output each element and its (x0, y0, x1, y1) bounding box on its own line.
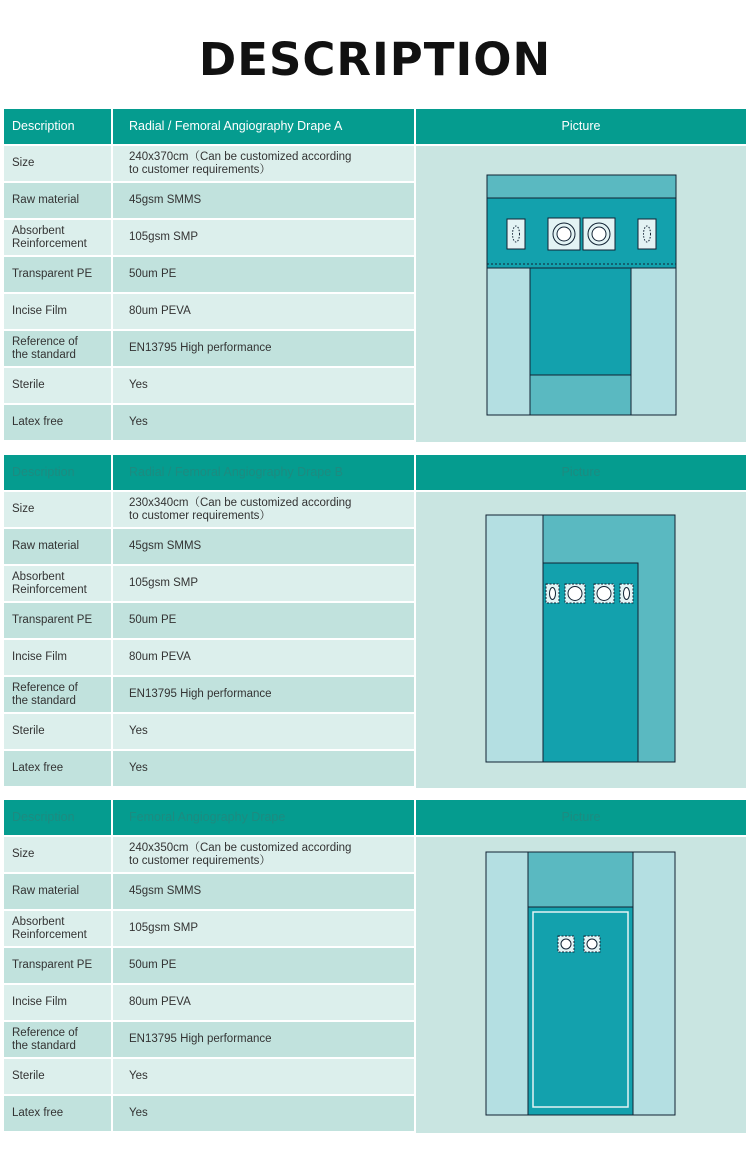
center-panel (530, 268, 631, 375)
row-value: 45gsm SMMS (113, 874, 414, 909)
femoral-angiography-drape-diagram (416, 837, 746, 1133)
header-description: Description (4, 109, 111, 144)
row-value: 230x340cm（Can be customized according to customer requirements） (113, 492, 414, 527)
row-value: 45gsm SMMS (113, 183, 414, 218)
picture-cell (416, 146, 746, 442)
row-value: 105gsm SMP (113, 220, 414, 255)
row-label: Transparent PE (4, 948, 111, 983)
table-header (4, 800, 746, 835)
row-value: 240x370cm（Can be customized according to customer requirements） (113, 146, 414, 181)
page-title: DESCRIPTION (198, 33, 552, 86)
row-label: Latex free (4, 1096, 111, 1131)
row-value: 50um PE (113, 948, 414, 983)
angiography-drape-a-diagram (416, 146, 746, 442)
femoral-opening-right (587, 939, 597, 949)
header-product-name: Radial / Femoral Angiography Drape A (113, 109, 414, 144)
femoral-opening-right (592, 227, 606, 241)
row-label: Size (4, 146, 111, 181)
row-label: Transparent PE (4, 257, 111, 292)
row-label: Reference of the standard (4, 677, 111, 712)
row-value: 105gsm SMP (113, 911, 414, 946)
row-label: Reference of the standard (4, 1022, 111, 1057)
row-label: Latex free (4, 751, 111, 786)
row-value: Yes (113, 405, 414, 440)
center-panel (528, 907, 633, 1115)
radial-opening-right (624, 588, 630, 600)
row-label: Reference of the standard (4, 331, 111, 366)
row-value: Yes (113, 368, 414, 403)
row-value: Yes (113, 1096, 414, 1131)
picture-cell (416, 492, 746, 788)
femoral-opening-left (568, 587, 582, 601)
row-label: Absorbent Reinforcement (4, 220, 111, 255)
row-value: 50um PE (113, 257, 414, 292)
row-label: Raw material (4, 183, 111, 218)
header-picture: Picture (416, 109, 746, 144)
row-label: Absorbent Reinforcement (4, 566, 111, 601)
row-value: Yes (113, 714, 414, 749)
row-value: 45gsm SMMS (113, 529, 414, 564)
drape-top-band (487, 175, 676, 198)
radial-port-right (638, 219, 656, 249)
spec-table-drape-a (4, 109, 746, 442)
row-value: 80um PEVA (113, 294, 414, 329)
row-label: Incise Film (4, 640, 111, 675)
picture-cell (416, 837, 746, 1133)
header-product-name: Femoral Angiography Drape (113, 800, 414, 835)
spec-table-drape-b (4, 455, 746, 788)
row-value: EN13795 High performance (113, 331, 414, 366)
row-value: 80um PEVA (113, 640, 414, 675)
row-value: EN13795 High performance (113, 1022, 414, 1057)
row-label: Sterile (4, 714, 111, 749)
femoral-opening-left (561, 939, 571, 949)
row-value: 240x350cm（Can be customized according to customer requirements） (113, 837, 414, 872)
row-label: Incise Film (4, 985, 111, 1020)
table-header (4, 455, 746, 490)
row-label: Latex free (4, 405, 111, 440)
row-label: Sterile (4, 368, 111, 403)
row-label: Raw material (4, 529, 111, 564)
femoral-opening-right (597, 587, 611, 601)
radial-port-left (507, 219, 525, 249)
bottom-panel (530, 375, 631, 415)
spec-table-femoral-drape (4, 800, 746, 1133)
table-header (4, 109, 746, 144)
row-value: EN13795 High performance (113, 677, 414, 712)
row-value: 105gsm SMP (113, 566, 414, 601)
radial-opening-left (550, 588, 556, 600)
row-value: Yes (113, 1059, 414, 1094)
header-description: Description (4, 455, 111, 490)
row-label: Sterile (4, 1059, 111, 1094)
row-value: Yes (113, 751, 414, 786)
row-label: Size (4, 492, 111, 527)
angiography-drape-b-diagram (416, 492, 746, 788)
row-label: Raw material (4, 874, 111, 909)
row-label: Incise Film (4, 294, 111, 329)
header-product-name: Radial / Femoral Angiography Drape B (113, 455, 414, 490)
row-value: 80um PEVA (113, 985, 414, 1020)
row-label: Size (4, 837, 111, 872)
header-description: Description (4, 800, 111, 835)
header-picture: Picture (416, 800, 746, 835)
row-label: Absorbent Reinforcement (4, 911, 111, 946)
row-value: 50um PE (113, 603, 414, 638)
femoral-opening-left (557, 227, 571, 241)
row-label: Transparent PE (4, 603, 111, 638)
header-picture: Picture (416, 455, 746, 490)
